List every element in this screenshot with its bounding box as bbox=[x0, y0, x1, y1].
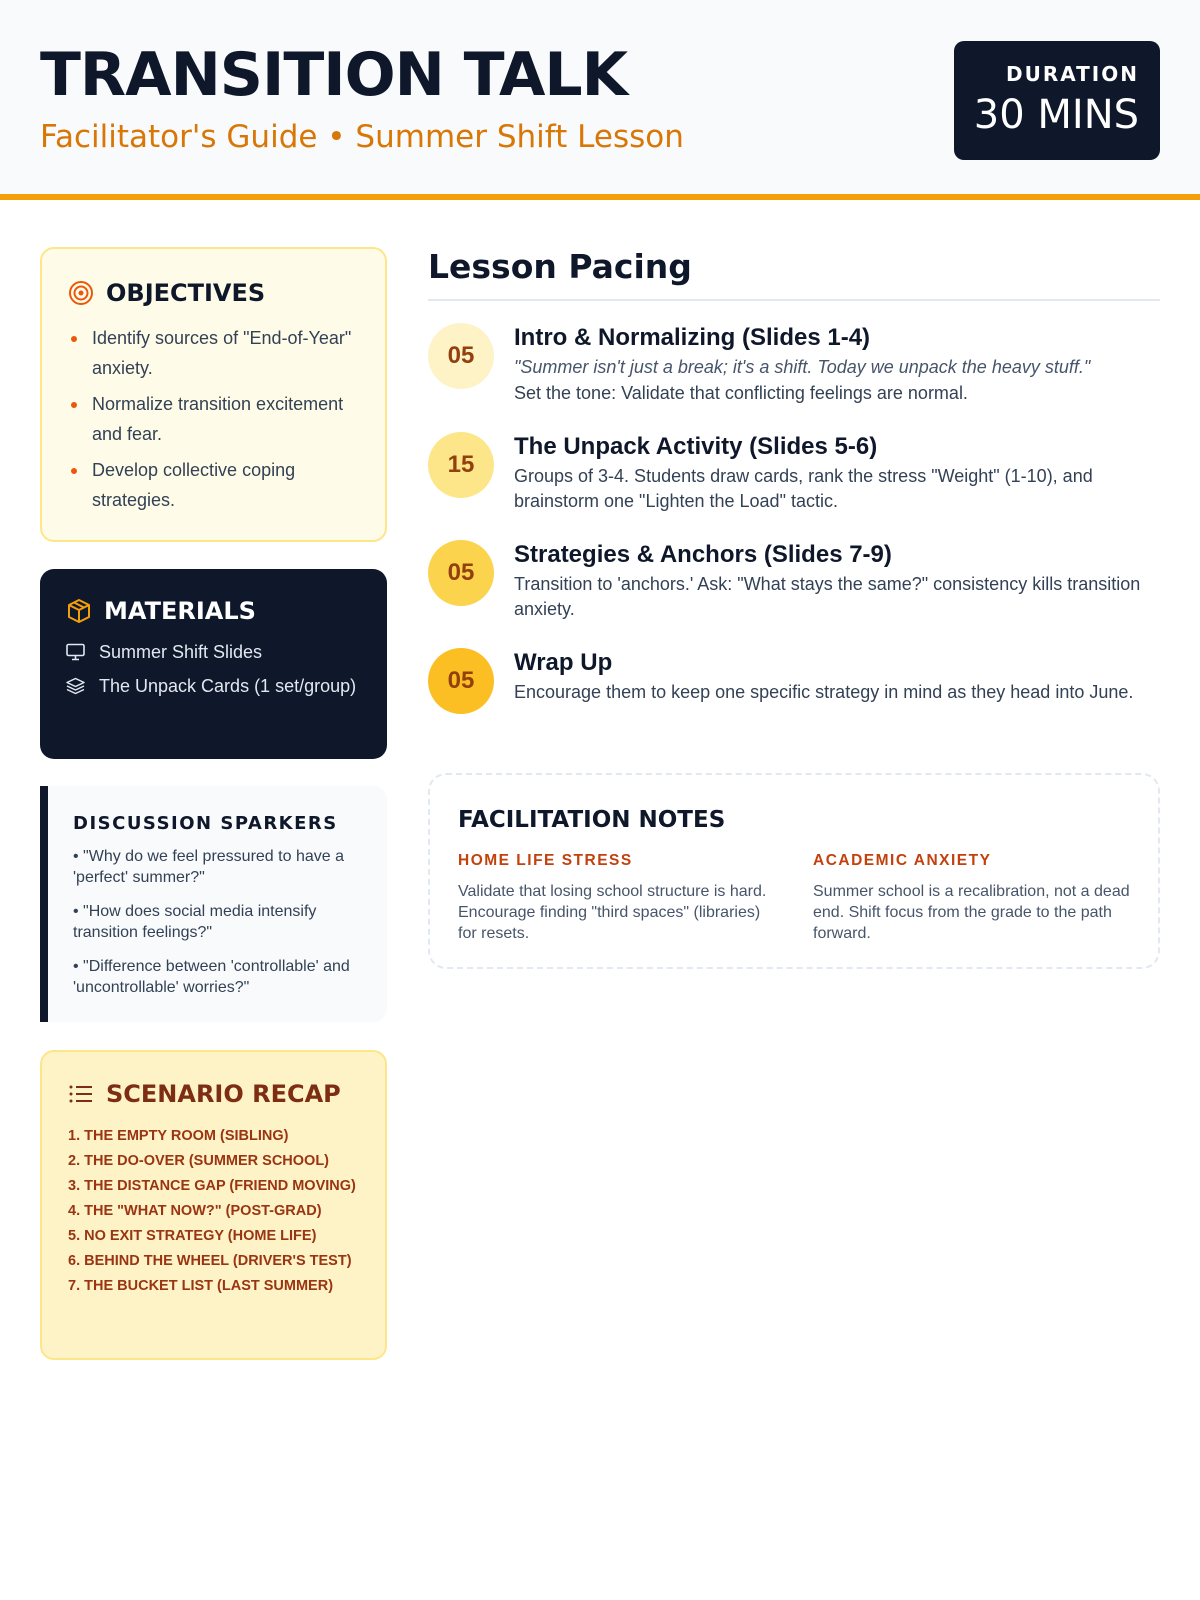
pacing-title: Lesson Pacing bbox=[428, 245, 1160, 301]
step-description: Transition to 'anchors.' Ask: "What stays the same?" consistency kills transition anxiety. bbox=[514, 574, 1141, 619]
material-label: Summer Shift Slides bbox=[99, 642, 263, 662]
recap-list bbox=[68, 1126, 361, 1296]
sparkers-title: DISCUSSION SPARKERS bbox=[73, 813, 338, 834]
page-title: TRANSITION TALK bbox=[40, 40, 628, 110]
facilitation-notes-card bbox=[428, 773, 1160, 969]
objectives-list bbox=[68, 323, 359, 515]
sparker-item: • "How does social media intensify transition feelings?" bbox=[73, 903, 317, 941]
material-label: The Unpack Cards (1 set/group) bbox=[99, 676, 357, 696]
notes-columns bbox=[458, 851, 1130, 944]
materials-card bbox=[40, 569, 387, 759]
pacing-step bbox=[428, 540, 1160, 622]
pacing-list bbox=[428, 323, 1160, 714]
objective-item: Identify sources of "End-of-Year" anxiety. bbox=[68, 323, 359, 383]
objectives-title: OBJECTIVES bbox=[106, 279, 266, 307]
list-icon bbox=[68, 1083, 94, 1105]
pacing-step bbox=[428, 648, 1160, 714]
recap-header bbox=[68, 1080, 361, 1108]
step-minutes-badge: 05 bbox=[428, 540, 494, 606]
step-title: Intro & Normalizing (Slides 1-4) bbox=[514, 324, 871, 351]
page-subtitle: Facilitator's Guide • Summer Shift Lesson bbox=[40, 119, 684, 155]
box-icon bbox=[66, 598, 92, 624]
notes-title: FACILITATION NOTES bbox=[458, 807, 726, 833]
objectives-header bbox=[68, 279, 359, 307]
recap-item: 7. THE BUCKET LIST (LAST SUMMER) bbox=[68, 1278, 334, 1294]
sparker-item: • "Difference between 'controllable' and 'uncontrollable' worries?" bbox=[73, 958, 350, 996]
step-description: Encourage them to keep one specific strategy in mind as they head into June. bbox=[514, 682, 1134, 702]
material-item bbox=[66, 673, 361, 699]
duration-value: 30 MINS bbox=[973, 92, 1139, 138]
page-header bbox=[0, 0, 1200, 200]
recap-item: 5. NO EXIT STRATEGY (HOME LIFE) bbox=[68, 1228, 317, 1244]
note-heading: ACADEMIC ANXIETY bbox=[813, 852, 992, 869]
target-icon bbox=[68, 280, 94, 306]
discussion-sparkers-card bbox=[40, 786, 387, 1022]
recap-item: 1. THE EMPTY ROOM (SIBLING) bbox=[68, 1128, 289, 1144]
note-column bbox=[458, 851, 775, 944]
lesson-pacing-section bbox=[428, 245, 1160, 740]
duration-label: DURATION bbox=[1006, 62, 1139, 86]
sparkers-list bbox=[73, 846, 363, 998]
scenario-recap-card bbox=[40, 1050, 387, 1360]
objective-item: Normalize transition excitement and fear. bbox=[68, 389, 359, 449]
step-title: The Unpack Activity (Slides 5-6) bbox=[514, 433, 878, 460]
note-text: Summer school is a recalibration, not a dead end. Shift focus from the grade to the path forward. bbox=[813, 883, 1130, 942]
step-quote: "Summer isn't just a break; it's a shift. Today we unpack the heavy stuff." bbox=[514, 357, 1091, 377]
note-column bbox=[813, 851, 1130, 944]
step-minutes-badge: 15 bbox=[428, 432, 494, 498]
step-description: Groups of 3-4. Students draw cards, rank the stress "Weight" (1-10), and brainstorm one "Lighten the Load" tactic. bbox=[514, 466, 1093, 511]
step-title: Strategies & Anchors (Slides 7-9) bbox=[514, 541, 892, 568]
material-item bbox=[66, 639, 361, 665]
objectives-card bbox=[40, 247, 387, 542]
step-minutes-badge: 05 bbox=[428, 323, 494, 389]
materials-title: MATERIALS bbox=[104, 597, 256, 625]
monitor-icon bbox=[66, 643, 85, 661]
step-description: Set the tone: Validate that conflicting feelings are normal. bbox=[514, 383, 968, 403]
recap-item: 6. BEHIND THE WHEEL (DRIVER'S TEST) bbox=[68, 1253, 352, 1269]
pacing-step bbox=[428, 323, 1160, 406]
note-heading: HOME LIFE STRESS bbox=[458, 852, 633, 869]
sparker-item: • "Why do we feel pressured to have a 'perfect' summer?" bbox=[73, 848, 344, 886]
layers-icon bbox=[66, 677, 85, 695]
step-title: Wrap Up bbox=[514, 649, 613, 676]
note-text: Validate that losing school structure is hard. Encourage finding "third spaces" (libraries) for resets. bbox=[458, 883, 767, 942]
recap-item: 3. THE DISTANCE GAP (FRIEND MOVING) bbox=[68, 1178, 356, 1194]
materials-header bbox=[66, 597, 361, 625]
materials-list bbox=[66, 639, 361, 699]
step-minutes-badge: 05 bbox=[428, 648, 494, 714]
recap-title: SCENARIO RECAP bbox=[106, 1080, 341, 1108]
pacing-step bbox=[428, 432, 1160, 514]
objective-item: Develop collective coping strategies. bbox=[68, 455, 359, 515]
recap-item: 2. THE DO-OVER (SUMMER SCHOOL) bbox=[68, 1153, 330, 1169]
duration-badge bbox=[954, 41, 1160, 160]
recap-item: 4. THE "WHAT NOW?" (POST-GRAD) bbox=[68, 1203, 322, 1219]
